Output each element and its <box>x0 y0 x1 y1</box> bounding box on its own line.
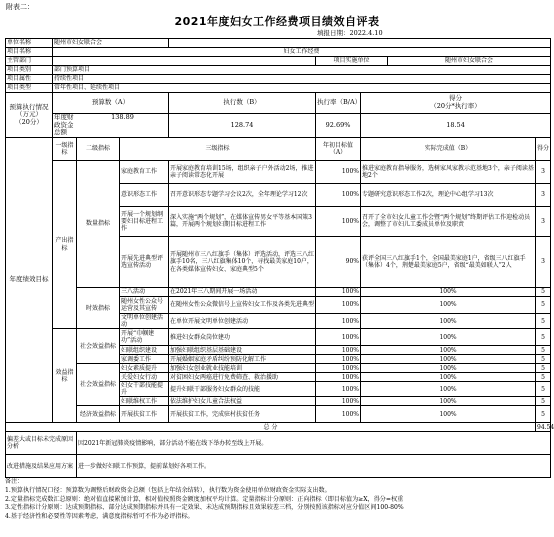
col-lv1-header: 一级指标 <box>53 137 77 160</box>
indicator-target: 100% <box>316 373 361 382</box>
indicator-actual: 100% <box>361 313 536 328</box>
exec-value: 128.74 <box>169 114 316 138</box>
unit-label: 单位名称 <box>6 39 53 48</box>
budget-section-score: （20分） <box>15 117 43 126</box>
indicator-score: 5 <box>536 364 551 373</box>
indicator-target: 90% <box>316 236 361 287</box>
indicator-score: 3 <box>536 206 551 236</box>
indicator-detail: 推进妇女群众岗位建功 <box>169 329 316 346</box>
indicator-detail: 在2021年三八期间开展一场活动 <box>169 287 316 296</box>
indicator-lv3: 文明单位创建活动 <box>120 313 169 328</box>
time-sub-label: 时效指标 <box>77 287 120 328</box>
impl-unit-value: 随州市妇女联合会 <box>388 57 551 66</box>
indicator-target: 100% <box>316 160 361 183</box>
total-value: 94.54 <box>537 423 554 431</box>
page-title: 2021年度妇女工作经费项目绩效自评表 <box>174 15 380 28</box>
indicator-detail: 开展扶贫工作，完成驻村扶贫任务 <box>169 406 316 423</box>
indicator-target: 100% <box>316 287 361 296</box>
attr-value: 持续性项目 <box>53 75 551 84</box>
indicator-lv3: 妇女干部技能提升 <box>120 382 169 397</box>
indicator-actual: 召开了全市妇女儿童工作会暨“两个规划”终期评估工作迎检动员会，调整了市妇儿工委成员单位及职责 <box>361 206 536 236</box>
indicator-detail: 提升妇联干部服务妇女群众的技能 <box>169 382 316 397</box>
score-col-title: 得分 <box>449 94 463 103</box>
total-label: 总 分 <box>6 423 536 432</box>
type-label: 项目类型 <box>6 84 53 93</box>
indicator-score: 5 <box>536 406 551 423</box>
indicator-score: 5 <box>536 329 551 346</box>
indicator-detail: 深入实施“两个规划”，在媒体宣传男女平等基本国策3篇，开展两个规划妇期目标进程工作 <box>169 206 316 236</box>
indicator-lv3: 开展“巾帼建功”活动 <box>120 329 169 346</box>
indicator-score: 5 <box>536 373 551 382</box>
impl-unit-label: 项目实施单位 <box>316 57 388 66</box>
indicator-lv3: 关爱妇女行动 <box>120 373 169 382</box>
indicator-lv3: 三八活动 <box>120 287 169 296</box>
indicator-actual: 100% <box>361 397 536 406</box>
indicator-detail: 开展家庭教育培训15场，组织亲子户外活动2场，推进亲子阅读常态化开展 <box>169 160 316 183</box>
budget-value <box>53 114 169 138</box>
measures-value: 进一步做好妇联工作预算，提前谋划好各项工作。 <box>77 455 551 478</box>
annual-funds-label: 年度财政资金总额 <box>54 113 74 137</box>
indicator-actual: 专题研究意识形态工作2次，理论中心组学习13次 <box>361 183 536 206</box>
budget-section-text: 预算执行情况（万元） <box>9 102 49 119</box>
indicator-lv3: 开展先进典型评选宣传活动 <box>120 236 169 287</box>
rate-value: 92.69% <box>316 114 361 138</box>
indicator-actual: 100% <box>361 373 536 382</box>
indicator-detail: 加强妇女创业就业技能培训 <box>169 364 316 373</box>
exec-col-header: 执行数（B） <box>169 93 316 114</box>
indicator-detail: 对贫困妇女两癌进行免费筛查、救治援助 <box>169 373 316 382</box>
indicator-target: 100% <box>316 296 361 313</box>
indicator-lv3: 开展一个规划纲要妇目标进程工作 <box>120 206 169 236</box>
indicator-target: 100% <box>316 355 361 364</box>
budget-amount: 138.89 <box>111 113 134 121</box>
indicator-target: 100% <box>316 346 361 355</box>
score-value: 18.54 <box>361 114 551 138</box>
indicator-lv3: 妇联维权工作 <box>120 397 169 406</box>
unit-line <box>5 28 550 38</box>
col-target-header: 年初目标值（A） <box>316 137 361 160</box>
indicator-score: 5 <box>536 397 551 406</box>
measures-label: 改进措施及结果应用方案 <box>6 455 77 478</box>
performance-table <box>5 38 554 478</box>
indicator-lv3: 妇联组织建设 <box>120 346 169 355</box>
indicator-actual: 100% <box>361 296 536 313</box>
col-lv3-header: 三级指标 <box>120 137 316 160</box>
indicator-actual: 100% <box>361 355 536 364</box>
indicator-actual: 100% <box>361 329 536 346</box>
col-actual-header: 实际完成值（B） <box>361 137 536 160</box>
indicator-actual: 100% <box>361 382 536 397</box>
indicator-lv3: 家调委工作 <box>120 355 169 364</box>
problems-label: 偏差大或目标未完成原因分析 <box>6 432 77 455</box>
indicator-target: 100% <box>316 364 361 373</box>
indicator-target: 100% <box>316 382 361 397</box>
project-name-label: 项目名称 <box>6 48 53 57</box>
indicator-target: 100% <box>316 313 361 328</box>
indicator-detail: 依法维护妇女儿童合法权益 <box>169 397 316 406</box>
indicator-lv3: 妇女素质提升 <box>120 364 169 373</box>
indicator-score: 5 <box>536 355 551 364</box>
indicator-score: 3 <box>536 236 551 287</box>
indicator-score: 5 <box>536 313 551 328</box>
indicator-lv3: 随州女性公众号运营及其宣传 <box>120 296 169 313</box>
indicator-actual: 100% <box>361 364 536 373</box>
indicator-score: 5 <box>536 346 551 355</box>
notes-section <box>5 478 550 522</box>
indicator-lv3: 开展扶贫工作 <box>120 406 169 423</box>
indicator-detail: 加强妇联组织基层基础建设 <box>169 346 316 355</box>
blank-cell <box>169 39 551 48</box>
quantity-sub-label: 数量指标 <box>77 160 120 287</box>
indicator-score: 3 <box>536 183 551 206</box>
social-effect-sub-label: 社会效益指标 <box>77 364 120 406</box>
attr-label: 项目属性 <box>6 75 53 84</box>
unit-value: 随州市妇女联合会 <box>53 39 169 48</box>
indicator-score: 3 <box>536 160 551 183</box>
indicator-detail: 在随州女性公众微信号上宣传妇女工作及各类先进典型 <box>169 296 316 313</box>
score-col-subtitle: （20分*执行率） <box>430 102 481 110</box>
note-line: 4.基于经济性和必要性等因素考虑，满意度指标暂可不作为必评指标。 <box>5 513 194 521</box>
indicator-lv3: 家庭教育工作 <box>120 160 169 183</box>
score-col-header <box>361 93 551 114</box>
indicator-actual: 100% <box>361 406 536 423</box>
output-group-label: 产出指标 <box>53 160 77 328</box>
indicator-detail: 开展婚姻家庭矛盾纠纷预防化解工作 <box>169 355 316 364</box>
indicator-actual: 获评全国三八红旗手1个，全国最美家庭1户，省级三八红旗手（集体）4个，荆楚最美家庭5户，省级“最美如联人”2人 <box>361 236 536 287</box>
indicator-actual: 推进家庭教育指导服务，选树家风家教示范基地3个，亲子阅读基地2个 <box>361 160 536 183</box>
indicator-score: 5 <box>536 382 551 397</box>
dept-label: 主管部门 <box>6 57 53 66</box>
effect-group-label: 效益指标 <box>53 329 77 423</box>
indicator-lv3: 意识形态工作 <box>120 183 169 206</box>
category-label: 项目类别 <box>6 66 53 75</box>
economic-sub-label: 经济效益指标 <box>77 406 120 423</box>
rate-col-header: 执行率（B/A） <box>316 93 361 114</box>
indicator-detail: 开展随州市三八红旗手（集体）评选活动，评选三八红旗手10名，三八红旗集体10个，寻找最美家庭10户，在各类媒体宣传妇女、家庭典型5个 <box>169 236 316 287</box>
note-line: 2.定量指标完成数汇总原则：绝对值直接累加计算，相对值按照资金额度加权平均计算。定量指标计分原则：正向指标（即目标值为≥X，得分=权重 <box>5 495 404 503</box>
attachment-label: 附表二： <box>6 3 34 11</box>
indicator-score: 5 <box>536 287 551 296</box>
indicator-detail: 在单位开展文明单位创建活动 <box>169 313 316 328</box>
year-goal-label: 年度绩效目标 <box>6 137 53 422</box>
social-sub-label: 社会效益指标 <box>77 329 120 364</box>
indicator-target: 100% <box>316 183 361 206</box>
type-value: 常年性项目、延续性项目 <box>53 84 551 93</box>
indicator-target: 100% <box>316 406 361 423</box>
note-line: 1.预算执行情况口径：预算数为调整后财政资金总额（包括上年结余结转），执行数为资金使用单位财政资金实际支出数。 <box>5 486 331 494</box>
dept-value <box>53 57 316 66</box>
indicator-target: 100% <box>316 397 361 406</box>
indicator-actual: 100% <box>361 287 536 296</box>
col-lv2-header: 二级指标 <box>77 137 120 160</box>
fill-date: 填报日期：2022.4.10 <box>317 29 383 37</box>
indicator-actual: 100% <box>361 346 536 355</box>
indicator-target: 100% <box>316 206 361 236</box>
col-score-header: 得分 <box>536 137 551 160</box>
budget-section-label <box>6 93 53 138</box>
category-value: 部门预算项目 <box>53 66 551 75</box>
project-name-value: 妇女工作经费 <box>53 48 551 57</box>
note-line: 3.定性指标计分原则：达成预期指标、部分达成预期指标并具有一定效果、未达成预期指标且效果较差三档，分别按照该指标对应分值区间100-80% <box>5 504 404 512</box>
problems-value: 因2021年新冠肺炎疫情影响，部分活动不能在线下举办转至线上开展。 <box>77 432 551 455</box>
budget-col-header: 预算数（A） <box>53 93 169 114</box>
indicator-score: 5 <box>536 296 551 313</box>
indicator-target: 100% <box>316 329 361 346</box>
indicator-detail: 召开意识形态专题学习会议2次，全年理论学习12次 <box>169 183 316 206</box>
notes-heading: 备注： <box>5 478 24 485</box>
